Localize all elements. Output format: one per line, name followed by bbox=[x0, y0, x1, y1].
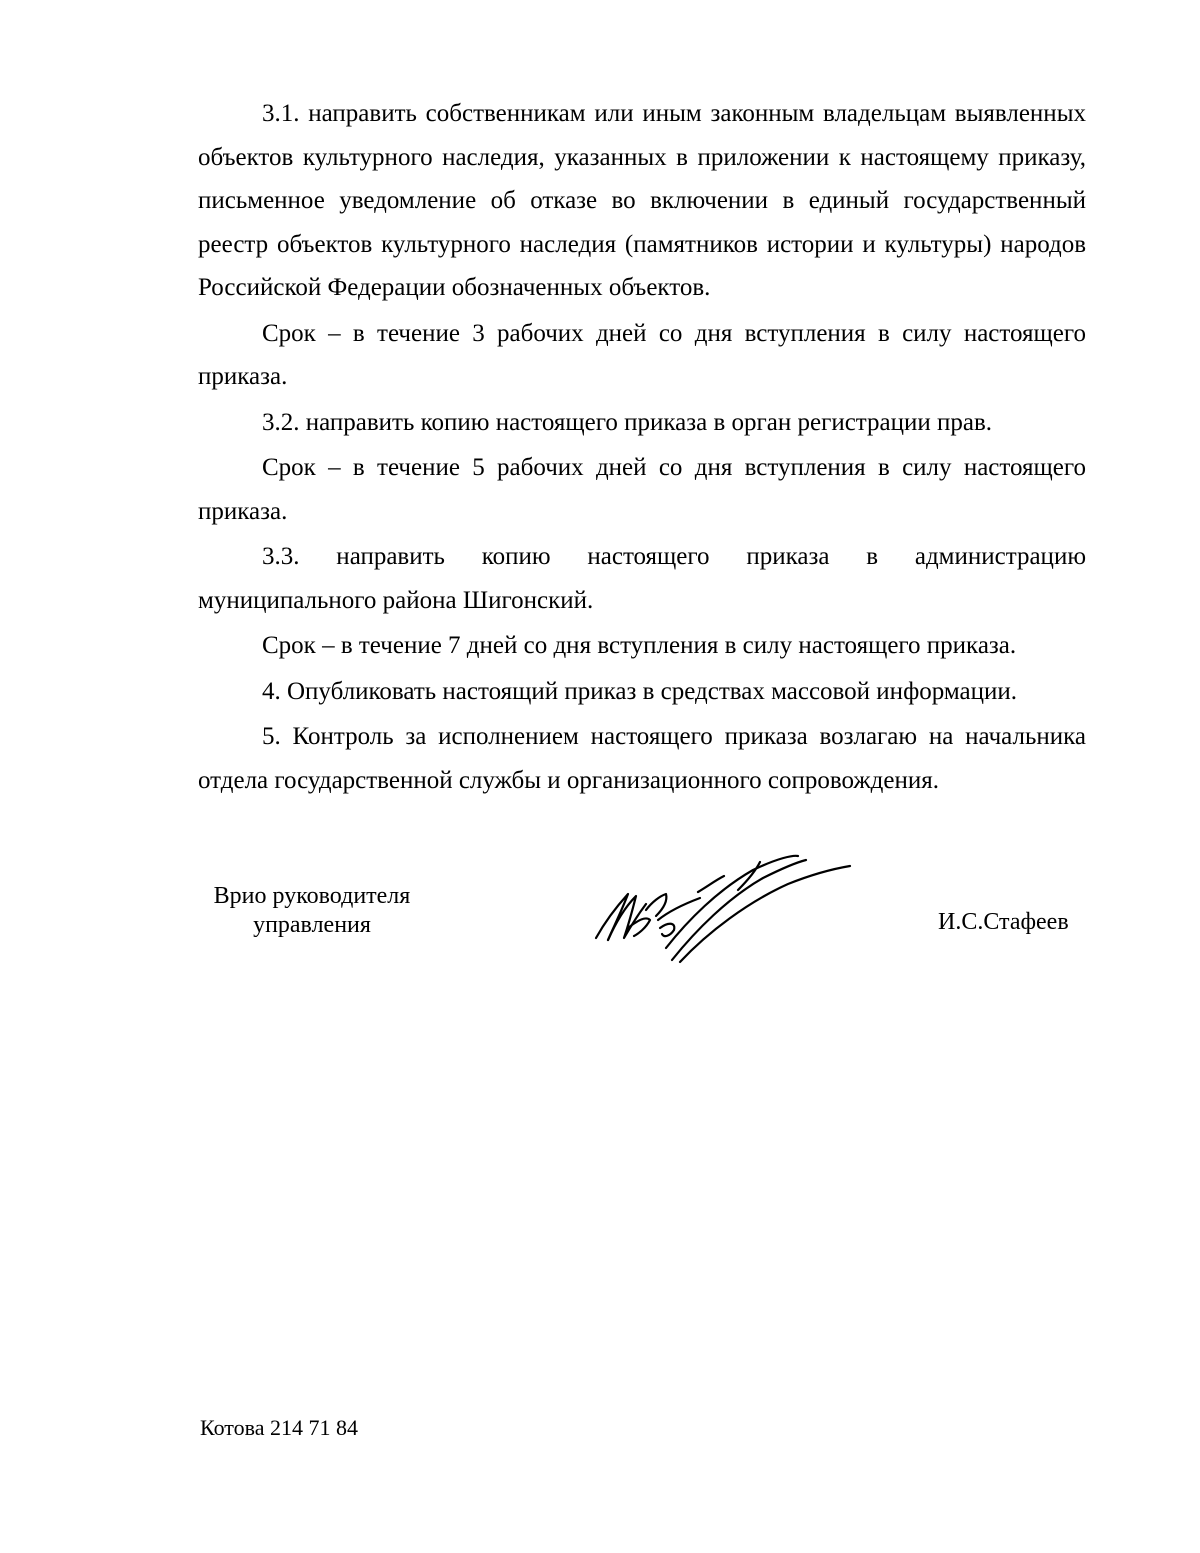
executor-contact: Котова 214 71 84 bbox=[200, 1415, 358, 1440]
paragraph-deadline-3-2: Срок – в течение 5 рабочих дней со дня вступления в силу настоящего приказа. bbox=[198, 454, 1086, 525]
paragraph-5: 5. Контроль за исполнением настоящего приказа возлагаю на начальника отдела государственной службы и организационного сопровождения. bbox=[198, 723, 1086, 794]
paragraph-deadline-3-3: Срок – в течение 7 дней со дня вступления в силу настоящего приказа. bbox=[262, 632, 1017, 659]
handwritten-signature-icon bbox=[588, 850, 853, 965]
document-body bbox=[198, 92, 1086, 804]
paragraph-3-1: 3.1. направить собственникам или иным законным владельцам выявленных объектов культурного наследия, указанных в приложении к настоящему приказу, письменное уведомление об отказе во включении в единый государственный реестр объектов культурного наследия (памятников истории и культуры) народов Российской Федерации обозначенных объектов. bbox=[198, 100, 1086, 301]
paragraph-3-2: 3.2. направить копию настоящего приказа в орган регистрации прав. bbox=[262, 408, 993, 436]
paragraph-deadline-3-1: Срок – в течение 3 рабочих дней со дня вступления в силу настоящего приказа. bbox=[198, 319, 1086, 390]
signer-position-line-1: Врио руководителя bbox=[213, 883, 411, 909]
signer-position-line-2: управления bbox=[253, 912, 371, 938]
paragraph-3-3: 3.3. направить копию настоящего приказа в администрацию муниципального района Шигонский. bbox=[198, 543, 1086, 614]
signer-name: И.С.Стафеев bbox=[938, 909, 1069, 935]
paragraph-4: 4. Опубликовать настоящий приказ в средствах массовой информации. bbox=[262, 677, 1018, 705]
